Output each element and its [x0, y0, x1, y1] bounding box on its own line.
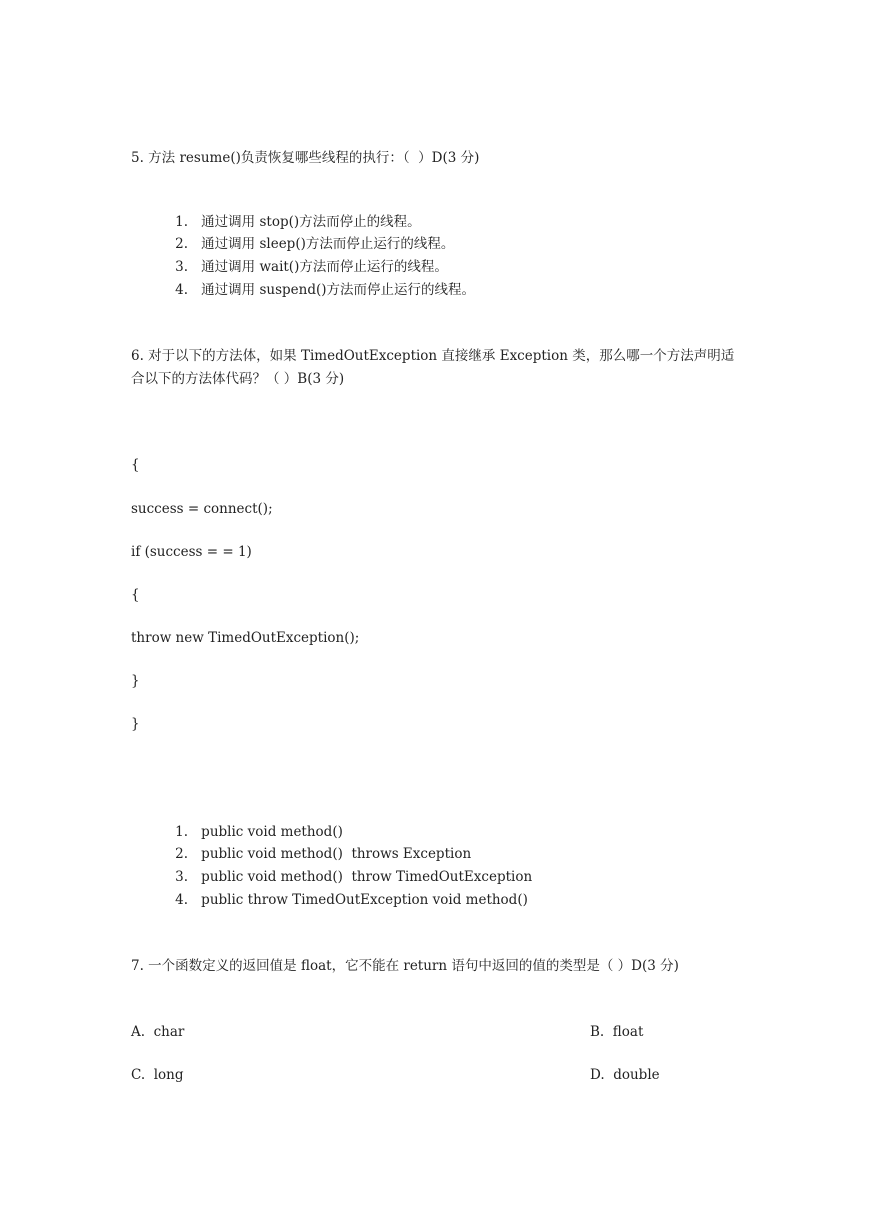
option-text: 通过调用 stop()方法而停止的线程。	[201, 214, 421, 230]
code-line: throw new TimedOutException();	[131, 630, 360, 646]
option-number: 2.	[175, 236, 189, 252]
option-text: 通过调用 wait()方法而停止运行的线程。	[201, 259, 448, 275]
option-number: 3.	[175, 259, 189, 275]
option-text: public throw TimedOutException void method()	[201, 892, 528, 908]
question-7-option-b: B. float	[590, 1024, 644, 1040]
option-number: 4.	[175, 282, 189, 298]
code-line: {	[131, 587, 140, 603]
question-7-text: 7. 一个函数定义的返回值是 float，它不能在 return 语句中返回的值的类型是（ ）D(3 分)	[131, 958, 679, 974]
question-5-option-4	[158, 260, 475, 320]
option-text: public void method() throws Exception	[201, 846, 472, 862]
question-7-option-d: D. double	[590, 1067, 660, 1083]
option-text: 通过调用 sleep()方法而停止运行的线程。	[201, 236, 455, 252]
question-5-text: 5. 方法 resume()负责恢复哪些线程的执行：（ ）D(3 分)	[131, 150, 480, 166]
option-text: public void method() throw TimedOutException	[201, 869, 533, 885]
question-6-option-4	[158, 870, 528, 930]
question-7-option-a: A. char	[131, 1024, 185, 1040]
option-text: 通过调用 suspend()方法而停止运行的线程。	[201, 282, 476, 298]
option-number: 2.	[175, 846, 189, 862]
option-number: 1.	[175, 824, 189, 840]
code-line: {	[131, 457, 140, 473]
code-line: success = connect();	[131, 501, 273, 517]
code-line: }	[131, 716, 140, 732]
code-line: if (success = = 1)	[131, 544, 252, 560]
option-text: public void method()	[201, 824, 343, 840]
option-number: 4.	[175, 892, 189, 908]
option-number: 3.	[175, 869, 189, 885]
question-7-option-c: C. long	[131, 1067, 184, 1083]
code-line: }	[131, 673, 140, 689]
option-number: 1.	[175, 214, 189, 230]
question-6-text: 6. 对于以下的方法体，如果 TimedOutException 直接继承 Exception 类，那么哪一个方法声明适合以下的方法体代码？（ ）B(3 分)	[131, 348, 735, 387]
